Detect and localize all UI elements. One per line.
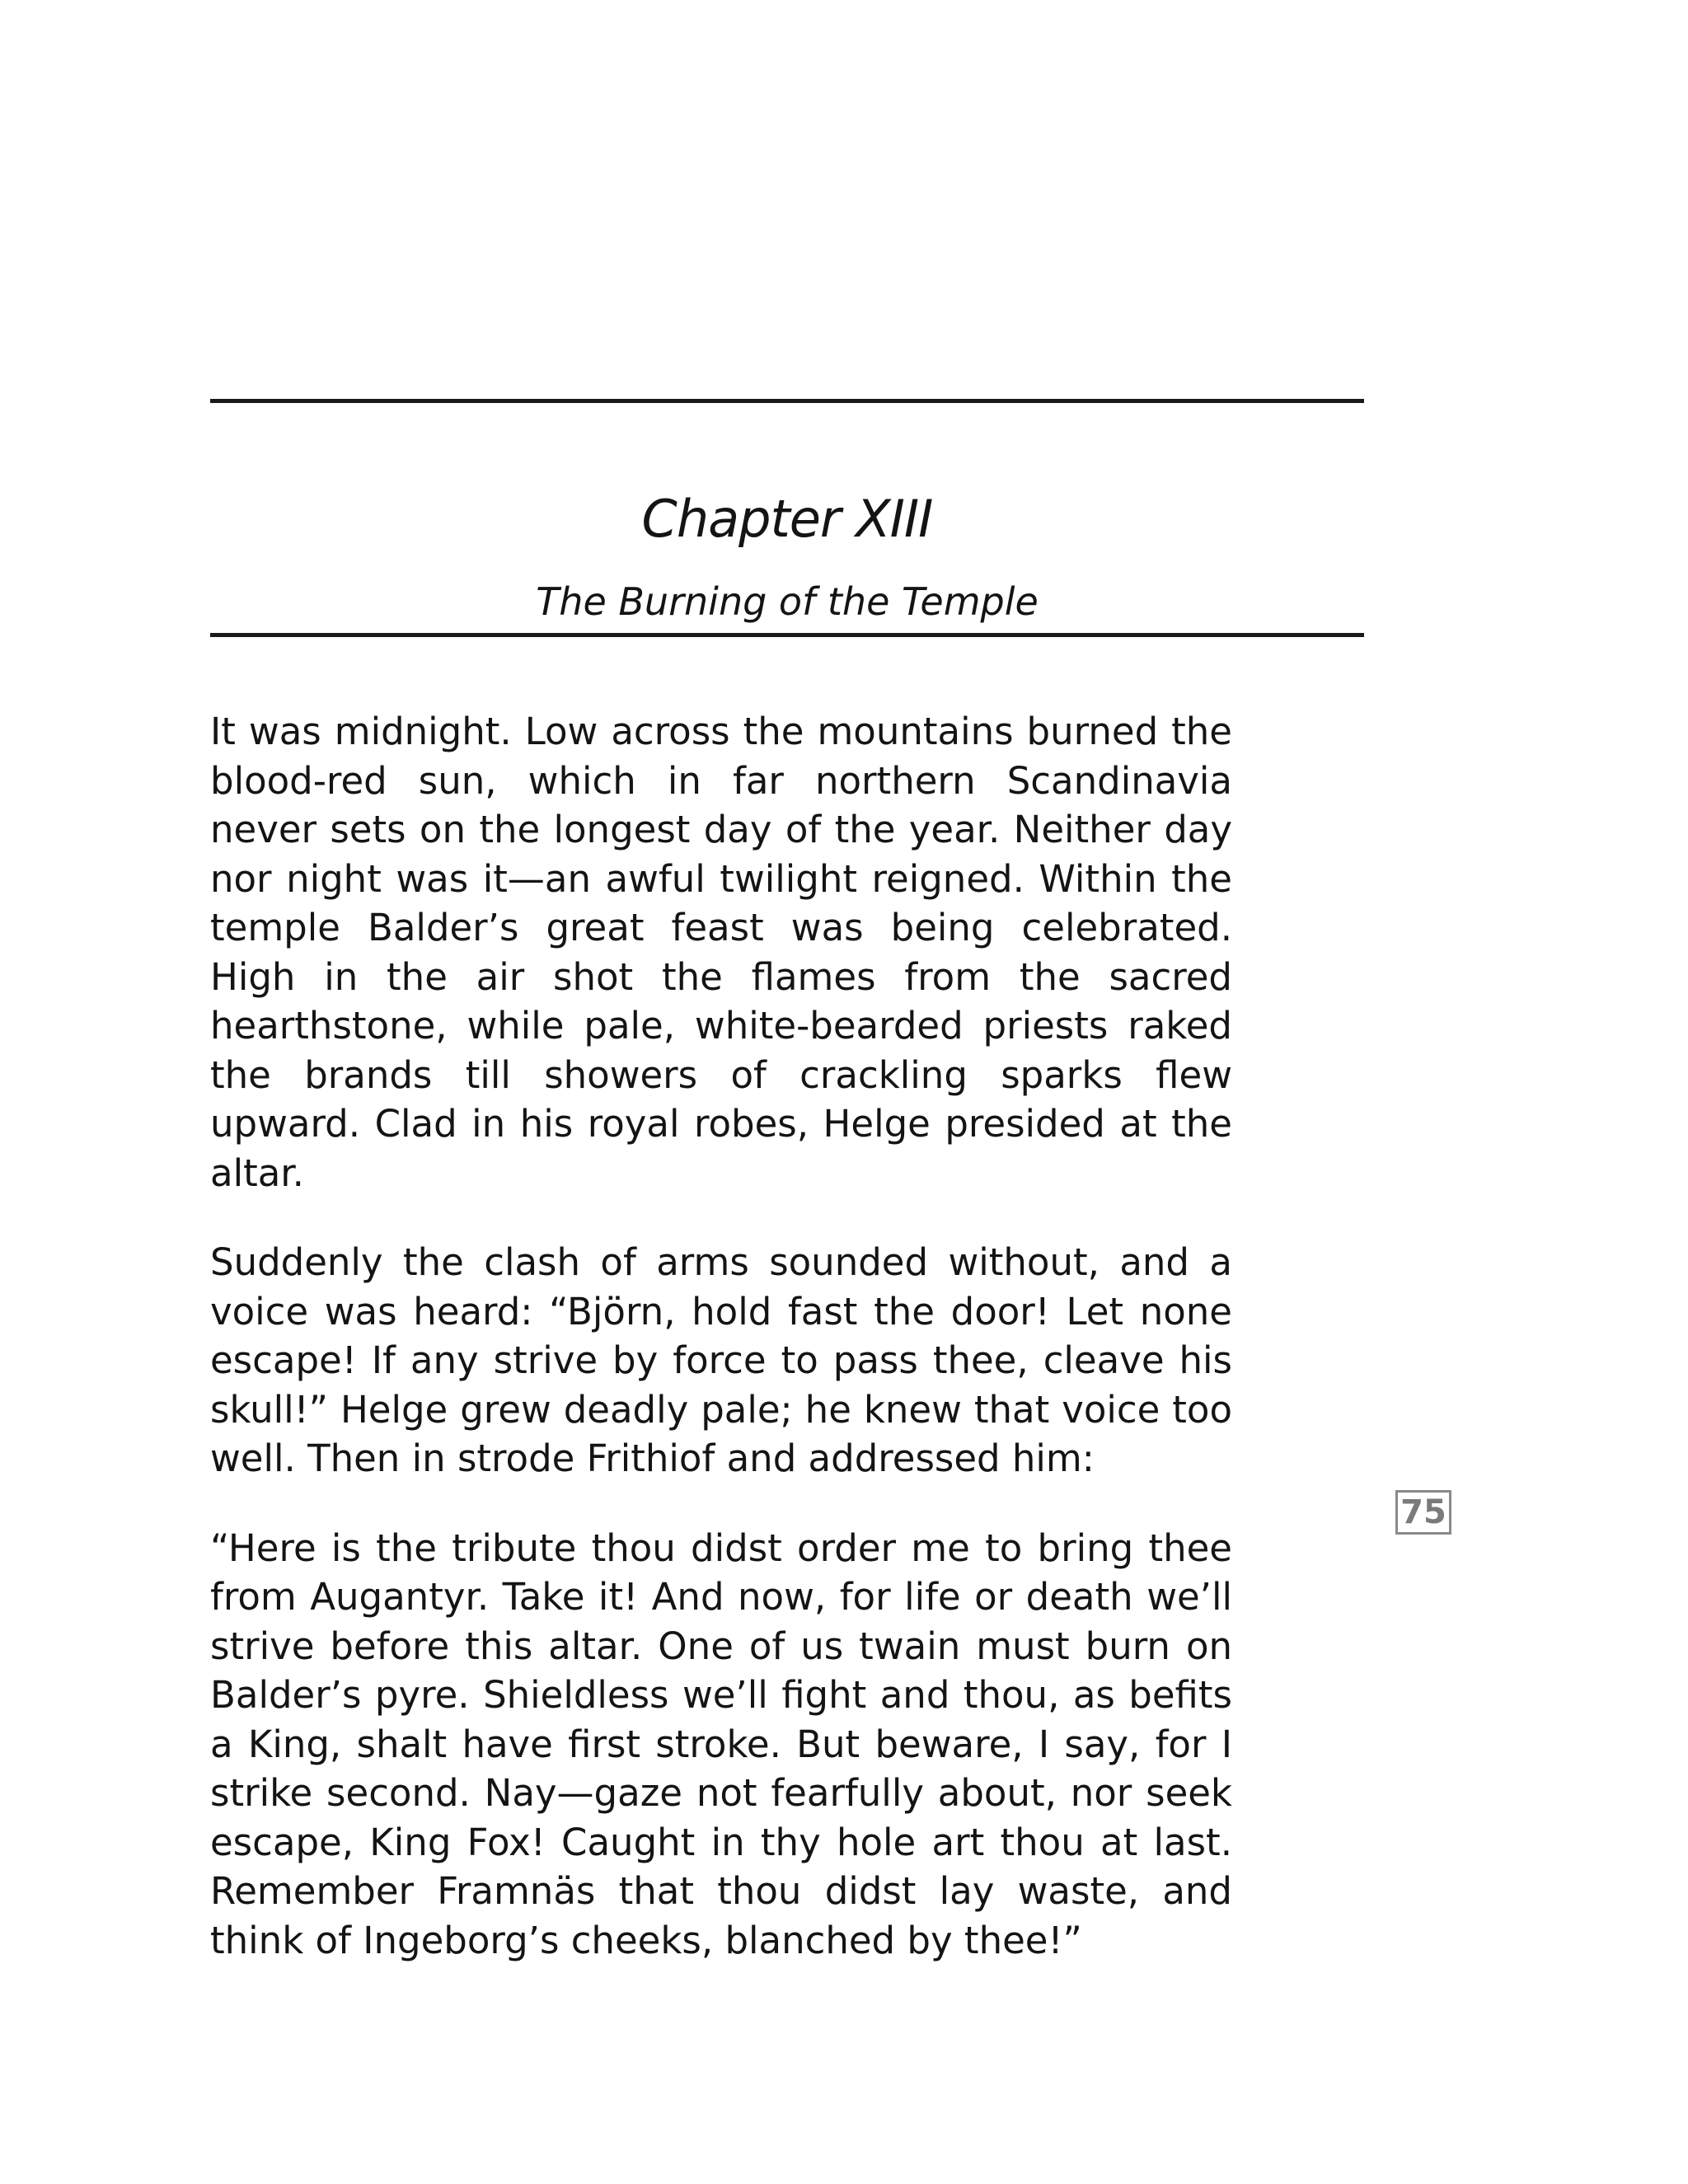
chapter-top-rule	[210, 399, 1364, 403]
paragraph: Suddenly the clash of arms sounded without, and a voice was heard: “Björn, hold fast the door! Let none escape! If any strive by force to pass thee, cleave his skull!” Helge grew deadly pale; he knew that voice too well. Then in strode Frithiof and addressed him:	[210, 1240, 1232, 1480]
chapter-body	[210, 707, 1232, 2005]
chapter-title: Chapter XIII	[641, 489, 933, 549]
paragraph: “Here is the tribute thou didst order me to bring thee from Augantyr. Take it! And now, for life or death we’ll strive before this altar. One of us twain must burn on Balder’s pyre. Shieldless we’ll fight and thou, as befits a King, shalt have first stroke. But beware, I say, for I strike second. Nay—gaze not fearfully about, nor seek escape, King Fox! Caught in thy hole art thou at last. Remember Framnäs that thou didst lay waste, and think of Ingeborg’s cheeks, blanched by thee!”	[210, 1526, 1232, 1962]
chapter-bottom-rule	[210, 633, 1364, 637]
paragraph: It was midnight. Low across the mountains burned the blood-red sun, which in far northern Scandinavia never sets on the longest day of the year. Neither day nor night was it—an awful twilight reigned. Within the temple Balder’s great feast was being celebrated. High in the air shot the flames from the sacred hearthstone, while pale, white-bearded priests raked the brands till showers of crackling sparks flew upward. Clad in his royal robes, Helge presided at the altar.	[210, 710, 1232, 1195]
page-number: 75	[1395, 1490, 1451, 1535]
chapter-subtitle: The Burning of the Temple	[536, 579, 1039, 624]
